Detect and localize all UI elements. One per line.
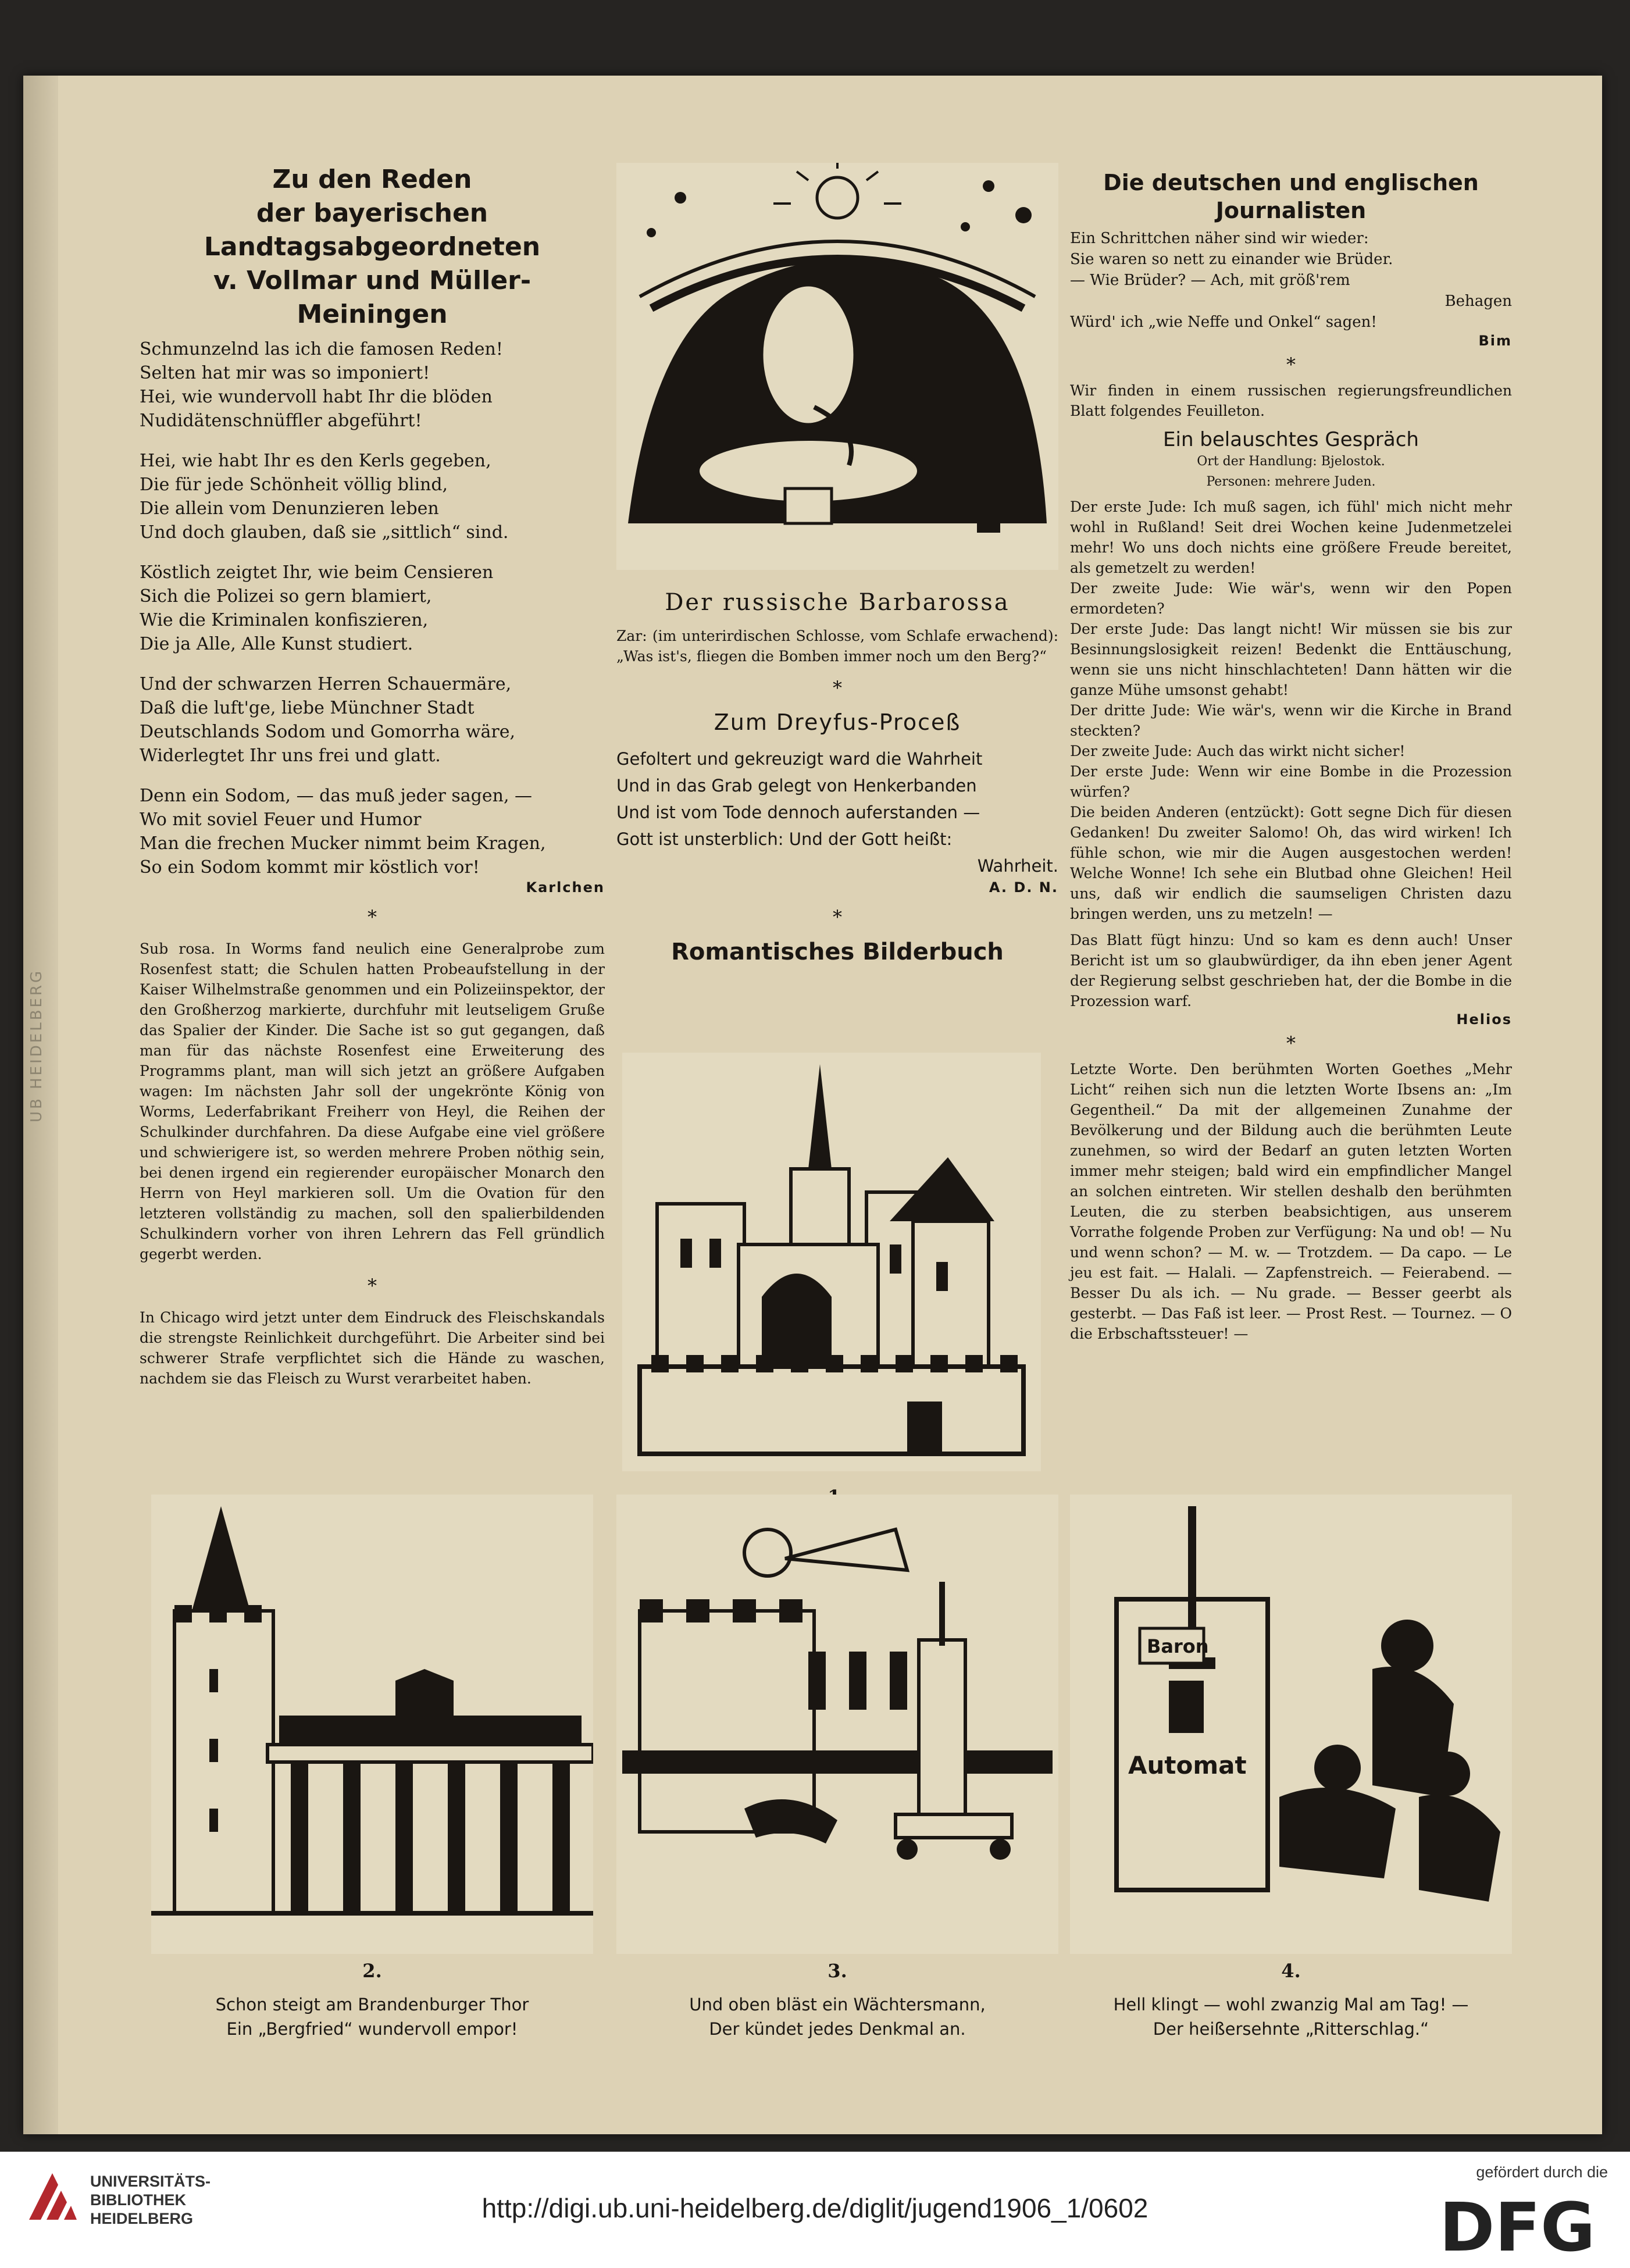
- verse: Und in das Grab gelegt von Henkerbanden: [616, 776, 977, 796]
- permalink-url[interactable]: http://digi.ub.uni-heidelberg.de/diglit/jugend1906_1/0602: [481, 2193, 1149, 2223]
- caption-line: Schon steigt am Brandenburger Thor: [215, 1995, 529, 2014]
- verse: Widerlegtet Ihr uns frei und glatt.: [140, 746, 441, 766]
- caption-line: Und oben bläst ein Wächtersmann,: [689, 1995, 986, 2014]
- castle-drawing: [622, 1053, 1041, 1471]
- knighthood-automat-drawing: [1070, 1495, 1512, 1954]
- separator-star: *: [1286, 354, 1296, 376]
- barbarossa-text: Zar: (im unterirdischen Schlosse, vom Schlafe erwachend): „Was ist's, fliegen die Bomben immer noch um den Berg?“: [616, 627, 1058, 665]
- verse: So ein Sodom kommt mir köstlich vor!: [140, 857, 480, 878]
- column-middle-text: [616, 587, 1058, 965]
- signature-adn: A. D. N.: [989, 879, 1058, 896]
- verse: Köstlich zeigtet Ihr, wie beim Censieren: [140, 562, 494, 583]
- verse: Wahrheit.: [977, 856, 1058, 876]
- dialogue-line: Der zweite Jude: Wie wär's, wenn wir den Popen ermordeten?: [1070, 580, 1512, 617]
- journalists-poem: [1070, 228, 1512, 333]
- verse: Die allein vom Denunzieren leben: [140, 498, 439, 519]
- signature-karlchen: Karlchen: [526, 879, 605, 896]
- caption-2: [151, 1960, 593, 2041]
- verse: Man die frechen Mucker nimmt beim Kragen,: [140, 833, 546, 854]
- poem-body: [140, 337, 605, 879]
- verse: Und der schwarzen Herren Schauermäre,: [140, 674, 512, 694]
- brandenburg-gate-drawing: [151, 1495, 593, 1954]
- verse: Sich die Polizei so gern blamiert,: [140, 586, 432, 607]
- castle-illustration: [622, 1053, 1041, 1471]
- barbarossa-drawing: [616, 163, 1058, 570]
- caption-line: Der kündet jedes Denkmal an.: [709, 2019, 966, 2039]
- caption-line: Hell klingt — wohl zwanzig Mal am Tag! —: [1113, 1995, 1469, 2014]
- verse: Denn ein Sodom, — das muß jeder sagen, —: [140, 786, 533, 806]
- caption-line: Der heißersehnte „Ritterschlag.“: [1153, 2019, 1429, 2039]
- stanza: [140, 561, 605, 656]
- verse: Behagen: [1444, 293, 1512, 310]
- dreyfus-poem: [616, 746, 1058, 879]
- caption-line: Ein „Bergfried“ wundervoll empor!: [226, 2019, 518, 2039]
- signature-bim: Bim: [1478, 333, 1512, 349]
- separator-star: *: [368, 906, 377, 928]
- verse: Und doch glauben, daß sie „sittlich“ sind.: [140, 522, 509, 543]
- verse: Wo mit soviel Feuer und Humor: [140, 810, 422, 830]
- article-sub-rosa: Sub rosa. In Worms fand neulich eine Generalprobe zum Rosenfest statt; die Schulen hatten Probeaufstellung in der Kaiser Wilhelmstraße genommen und ein Polizeiinspektor, der den Großherzog markierte, durchfuhr mit leutseligem Gruße das Spalier der Kinder. Die Sache ist so gut gegangen, daß man für das nächste Rosenfest eine Erweiterung des Programms plant, man will sich jetzt an größere Aufgaben wagen: Im nächsten Jahr soll der ungekrönte König von Worms, Lederfabrikant Freiherr von Heyl, die Reihen der Schulkinder durchfahren. Da diese Aufgabe eine viel größere und schwierigere ist, so werden mehrere Proben nöthig sein, bei denen irgend ein regierender europäischer Monarch den Herrn von Heyl markieren soll. Um die Ovation für den letzteren vollständig zu machen, soll den spalierbildenden Schulkindern vorher von ihren Lehrern das Fell gründlich gegerbt werden.: [140, 940, 605, 1263]
- sign-automat: Automat: [1128, 1751, 1247, 1780]
- verse: Gott ist unsterblich: Und der Gott heißt:: [616, 829, 953, 849]
- verse: Und ist vom Tode dennoch auferstanden —: [616, 803, 980, 822]
- poem-title-line: v. Vollmar und Müller-Meiningen: [213, 266, 532, 329]
- article-letzte-worte: Letzte Worte. Den berühmten Worten Goethes „Mehr Licht“ reihen sich nun die letzten Worte Ibsens an: „Im Gegentheil.“ Da mit der allgemeinen Zunahme der Bevölkerung und der Bildung auch die berühmten Leute zunehmen, so wird der Bedarf an guten letzten Worten immer mehr steigen; bald wird ein empfindlicher Mangel an solchen eintreten. Wir stellen deshalb den berühmten Leuten, die zu sterben beabsichtigen, aus unserem Vorrathe folgende Proben zur Verfügung: Na und ob! — Nu und wenn schon? — M. w. — Trotzdem. — Da capo. — Le jeu est fait. — Halali. — Zapfenstreich. — Feierabend. — Besser Du als ich. — Nu grade. — Besser geerbt als gesterbt. — Das Faß ist leer. — Prost Rest. — Tournez. — O die Erbschaftssteuer! —: [1070, 1061, 1512, 1342]
- sign-baron: Baron: [1147, 1635, 1209, 1657]
- gespraech-title: Ein belauschtes Gespräch: [1163, 428, 1419, 451]
- bilderbuch-title: Romantisches Bilderbuch: [671, 939, 1004, 965]
- verse: Selten hat mir was so imponiert!: [140, 363, 430, 383]
- separator-star: *: [368, 1275, 377, 1297]
- intro-text: Wir finden in einem russischen regierungsfreundlichen Blatt folgendes Feuilleton.: [1070, 382, 1512, 419]
- signature-helios: Helios: [1456, 1011, 1512, 1028]
- verse: Würd' ich „wie Neffe und Onkel“ sagen!: [1070, 313, 1377, 331]
- dialogue-line: Die beiden Anderen (entzückt): Gott segne Dich für diesen Gedanken! Du zweiter Salomo! Oh, das wird wirken! Ich fühle schon, wie mir die Augen ausgestochen werden! Welche Wonne! Ich sehe ein Blutbad ohne Gleichen! Heil uns, daß wir endlich die saumseligen Christen dazu bringen werden, uns zu metzeln! —: [1070, 804, 1512, 922]
- ub-name-line: UNIVERSITÄTS-: [90, 2173, 211, 2190]
- dialogue-line: Der dritte Jude: Wie wär's, wenn wir die Kirche in Brand steckten?: [1070, 702, 1512, 739]
- caption-number: 2.: [362, 1960, 382, 1982]
- article-chicago: In Chicago wird jetzt unter dem Eindruck des Fleischskandals die strengste Reinlichkeit durchgeführt. Die Arbeiter sind bei schwerer Strafe verpflichtet sich die Hände zu waschen, nachdem sie das Fleisch zu Wurst verarbeitet haben.: [140, 1309, 605, 1387]
- verse: Ein Schrittchen näher sind wir wieder:: [1070, 230, 1369, 247]
- dfg-logo-icon: [1439, 2192, 1608, 2256]
- poem-title: [140, 163, 605, 331]
- caption-number: 4.: [1281, 1960, 1301, 1982]
- dialogue-line: Der erste Jude: Wenn wir eine Bombe in die Prozession würfen?: [1070, 763, 1512, 800]
- funding-note: gefördert durch die: [1476, 2163, 1608, 2181]
- persons-line: Personen: mehrere Juden.: [1206, 475, 1376, 489]
- poem-title-line: Zu den Reden: [272, 165, 472, 194]
- column-left: [140, 163, 605, 1389]
- verse: Deutschlands Sodom und Gomorrha wäre,: [140, 722, 516, 742]
- separator-star: *: [1286, 1032, 1296, 1054]
- stanza: [140, 449, 605, 544]
- caption-4: [1070, 1960, 1512, 2041]
- verse: Hei, wie wundervoll habt Ihr die blöden: [140, 387, 493, 407]
- verse: Hei, wie habt Ihr es den Kerls gegeben,: [140, 451, 491, 471]
- ub-name-line: HEIDELBERG: [90, 2210, 194, 2227]
- column-right: [1070, 169, 1512, 1344]
- watchman-drawing: [616, 1495, 1058, 1954]
- separator-star: *: [833, 906, 842, 928]
- verse: Daß die luft'ge, liebe Münchner Stadt: [140, 698, 475, 718]
- dialogue-line: Der erste Jude: Ich muß sagen, ich fühl' mich nicht mehr wohl in Rußland! Seit drei Wochen keine Judenmetzelei mehr! Wo uns doch nichts eine größere Freude bereitet, als gemetzelt zu werden!: [1070, 498, 1512, 576]
- barbarossa-illustration: [616, 163, 1058, 570]
- stanza: [140, 672, 605, 768]
- verse: Die ja Alle, Alle Kunst studiert.: [140, 634, 413, 654]
- spine-stamp: UB HEIDELBERG: [28, 968, 45, 1122]
- verse: — Wie Brüder? — Ach, mit größ'rem: [1070, 272, 1350, 289]
- poem-title-line: der bayerischen Landtagsabgeordneten: [204, 198, 541, 262]
- watchman-illustration: [616, 1495, 1058, 1954]
- dialogue-line: Der zweite Jude: Auch das wirkt nicht sicher!: [1070, 743, 1406, 759]
- dialogue-line: Der erste Jude: Das langt nicht! Wir müssen sie bis zur Besinnungslosigkeit reizen! Bedenkt die Enttäuschung, wenn sie uns nicht hinschlachteten! Dann hätten wir die ganze Mühe umsonst gehabt!: [1070, 621, 1512, 698]
- verse: Nudidätenschnüffler abgeführt!: [140, 411, 422, 431]
- journalists-title: Die deutschen und englischen Journalisten: [1103, 170, 1479, 223]
- setting-line: Ort der Handlung: Bjelostok.: [1197, 454, 1385, 469]
- verse: Schmunzelnd las ich die famosen Reden!: [140, 339, 503, 359]
- caption-number: 3.: [828, 1960, 847, 1982]
- verse: Sie waren so nett zu einander wie Brüder.: [1070, 251, 1393, 268]
- automat-illustration: [1070, 1495, 1512, 1954]
- ub-name-line: BIBLIOTHEK: [90, 2191, 186, 2209]
- caption-3: [616, 1960, 1058, 2041]
- verse: Wie die Kriminalen konfiszieren,: [140, 610, 429, 630]
- dfg-logo-text: DFG: [1439, 2192, 1596, 2256]
- blatt-comment: Das Blatt fügt hinzu: Und so kam es denn auch! Unser Bericht ist um so glaubwürdiger, da ihn eben jener Agent der Regierung selbst geschrieben hat, der die Bombe in die Prozession warf.: [1070, 932, 1512, 1010]
- separator-star: *: [833, 677, 842, 699]
- tower-gate-illustration: [151, 1495, 593, 1954]
- verse: Die für jede Schönheit völlig blind,: [140, 475, 448, 495]
- dreyfus-title: Zum Dreyfus-Proceß: [714, 709, 961, 735]
- verse: Gefoltert und gekreuzigt ward die Wahrheit: [616, 749, 983, 769]
- stanza: [140, 337, 605, 433]
- stanza: [140, 784, 605, 879]
- magazine-page: [23, 76, 1602, 2134]
- barbarossa-title: Der russische Barbarossa: [665, 589, 1010, 616]
